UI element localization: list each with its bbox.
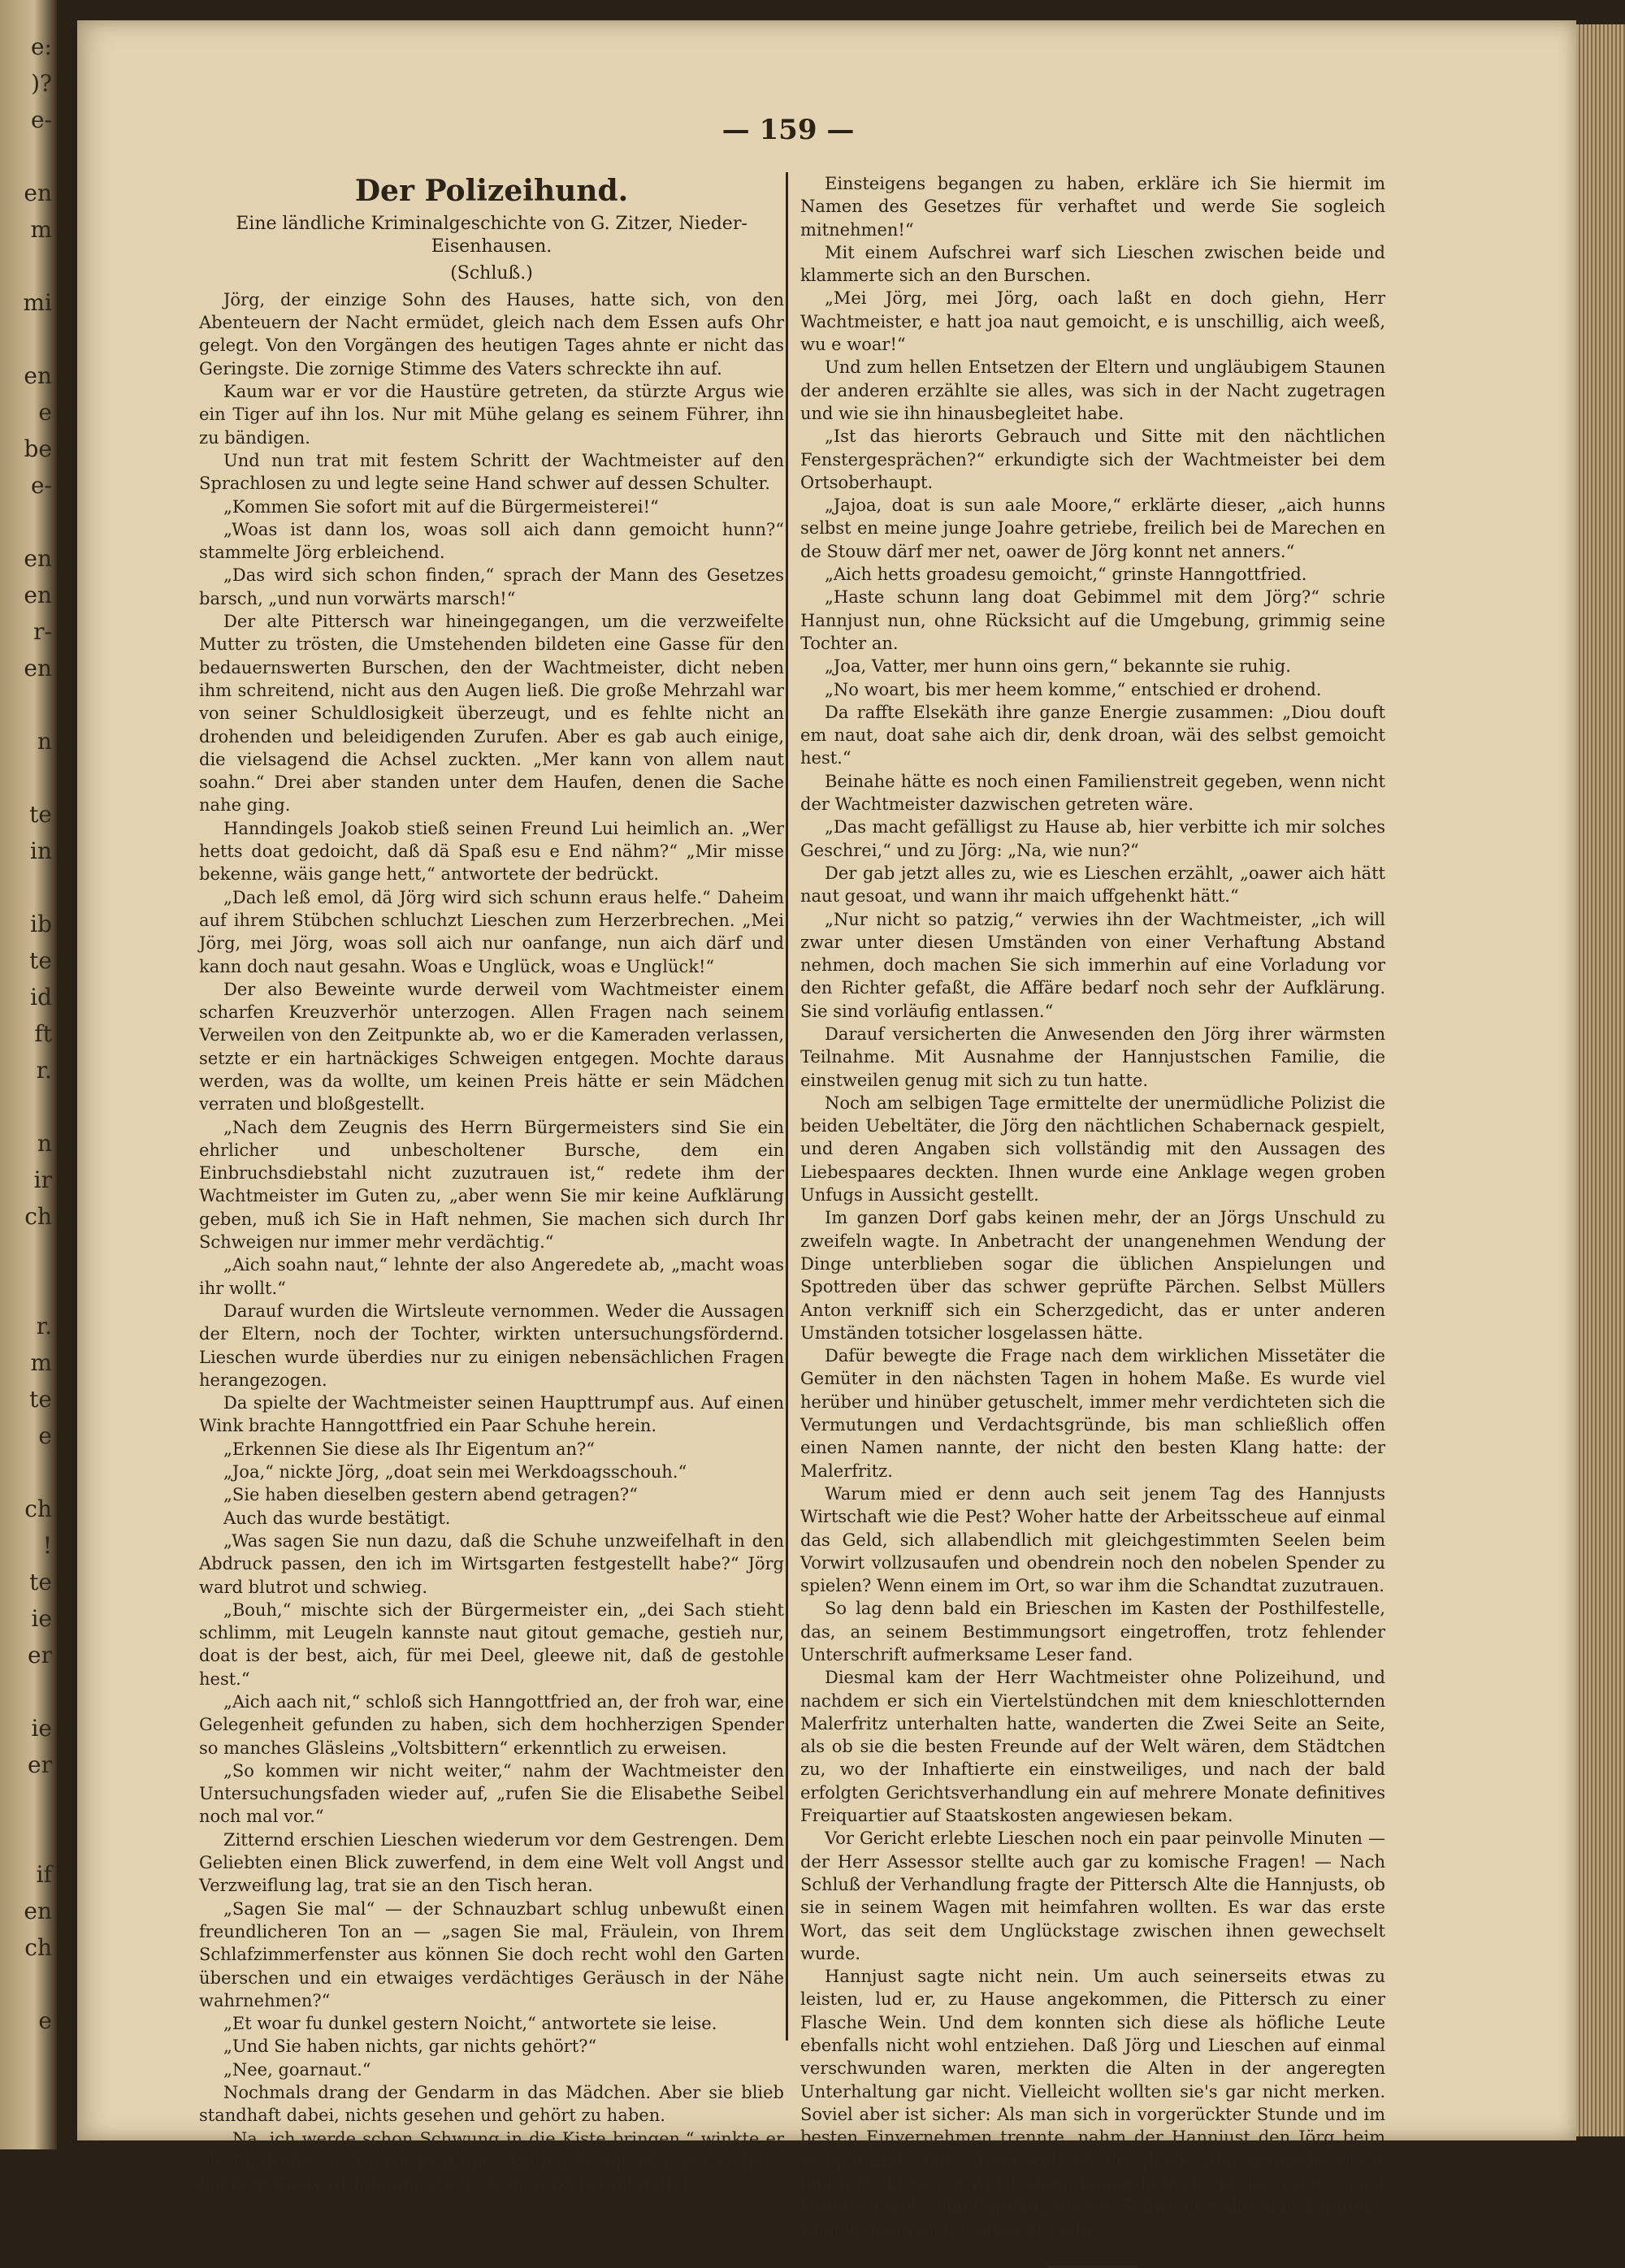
left-page-fragment: en [24,1898,52,1924]
paragraph: Vor Gericht erlebte Lieschen noch ein paar peinvolle Minuten — der Herr Assessor stellte auch gar zu komische Fragen! — Nach Schluß der Verhandlung fragte der Pittersch Alte die Hannjusts, ob sie in seinem Wagen mit heimfahren wollten. Es war das erste Wort, das seit dem Unglückstage zwischen ihnen gewechselt wurde. [800,1829,1385,1963]
left-page-fragment: er [28,1642,52,1669]
left-page-fragment: in [30,838,52,864]
left-page-fragment: ! [42,1532,52,1559]
left-page-fragment: e- [30,106,52,133]
article-subtitle: Eine ländliche Kriminalgeschichte von G. Zitzer, Nieder-Eisenhausen. [236,214,748,258]
right-column-text [800,172,1385,2241]
paragraph: Einsteigens begangen zu haben, erkläre ich Sie hiermit im Namen des Gesetzes für verhaftet und werde Sie sogleich mitnehmen!“ [800,174,1385,240]
paragraph: Darauf wurden die Wirtsleute vernommen. Weder die Aussagen der Eltern, noch der Tochter, wirkten untersuchungsfördernd. Lieschen wurde überdies nur zu einigen nebensächlichen Fragen herangezogen. [199,1301,784,1390]
paragraph: Diesmal kam der Herr Wachtmeister ohne Polizeihund, und nachdem er sich ein Viertelstündchen mit dem knieschlotternden Malerfritz unterhalten hatte, wanderten die Zwei Seite an Seite, als ob sie die besten Freunde auf der Welt wären, dem Städtchen zu, wo der Inhaftierte ein einstweiliges, und nach der bald erfolgten Gerichtsverhandlung ein auf mehrere Monate definitives Freiquartier auf Staatskosten angewiesen bekam. [800,1668,1385,1826]
paragraph: Noch am selbigen Tage ermittelte der unermüdliche Polizist die beiden Uebeltäter, die Jörg den nächtlichen Schabernack gespielt, und deren Angaben sich vollständig mit den Aussagen des Liebespaares deckten. Ihnen wurde eine Anklage wegen groben Unfugs in Aussicht gestellt. [800,1093,1385,1205]
paragraph: Jörg, der einzige Sohn des Hauses, hatte sich, von den Abenteuern der Nacht ermüdet, gleich nach dem Essen aufs Ohr gelegt. Von den Vorgängen des heutigen Tages ahnte er nicht das Geringste. Die zornige Stimme des Vaters schreckte ihn auf. [199,289,784,379]
paragraph: Darauf versicherten die Anwesenden den Jörg ihrer wärmsten Teilnahme. Mit Ausnahme der Hannjustschen Familie, die einstweilen genug mit sich zu tun hatte. [800,1024,1385,1090]
left-page-fragment: te [29,1569,52,1595]
paragraph: „Und Sie haben nichts, gar nichts gehört?“ [223,2036,597,2057]
paragraph: „Das wird sich schon finden,“ sprach der Mann des Gesetzes barsch, „und nun vorwärts marsch!“ [199,565,784,608]
left-page-fragment: e [38,399,52,426]
paragraph: Da raffte Elsekäth ihre ganze Energie zusammen: „Diou douft em naut, doat sahe aich dir, denk droan, wäi des selbst gemoicht hest.“ [800,702,1385,768]
paragraph: „So kommen wir nicht weiter,“ nahm der Wachtmeister den Untersuchungsfaden wieder auf, „rufen Sie die Elisabethe Seibel noch mal vor.“ [199,1760,784,1827]
page-number: — 159 — [722,114,855,146]
left-page-fragment: ie [31,1715,52,1742]
paragraph: „Nur nicht so patzig,“ verwies ihn der Wachtmeister, „ich will zwar unter diesen Umständen von einer Verhaftung Abstand nehmen, doch machen Sie sich immerhin auf eine Vorladung vor den Richter gefaßt, die Affäre bedarf noch sehr der Aufklärung. Sie sind vorläufig entlassen.“ [800,909,1385,1021]
paragraph: Beinahe hätte es noch einen Familienstreit gegeben, wenn nicht der Wachtmeister dazwischen getreten wäre. [800,771,1385,815]
paragraph: Auch das wurde bestätigt. [223,1508,451,1528]
paragraph: „Kommen Sie sofort mit auf die Bürgermeisterei!“ [223,496,659,517]
paragraph: Da spielte der Wachtmeister seinen Haupttrumpf aus. Auf einen Wink brachte Hanngottfried ein Paar Schuhe herein. [199,1393,784,1436]
left-page-fragment: id [30,984,52,1011]
paragraph: Hanndingels Joakob stieß seinen Freund Lui heimlich an. „Wer hetts doat gedoicht, daß dä Spaß esu e End nähm?“ „Mir misse bekenne, wäis gange hett,“ antwortete der bedrückt. [199,818,784,885]
paragraph: „Aich aach nit,“ schloß sich Hanngottfried an, der froh war, eine Gelegenheit gefunden zu haben, sich dem hochherzigen Spender so manches Gläsleins „Voltsbittern“ erkenntlich zu erweisen. [199,1692,784,1758]
paragraph: „Dach leß emol, dä Jörg wird sich schunn eraus helfe.“ Daheim auf ihrem Stübchen schluchzt Lieschen zum Herzerbrechen. „Mei Jörg, mei Jörg, woas soll aich nur oanfange, nun aich därf und kann doch naut gesahn. Woas e Unglück, woas e Unglück!“ [199,887,784,976]
left-page-fragment: )? [31,70,52,97]
paragraph: Und nun trat mit festem Schritt der Wachtmeister auf den Sprachlosen zu und legte seine Hand schwer auf dessen Schulter. [199,450,784,494]
left-page-fragment: mi [23,289,52,316]
book-page-stack [1576,24,1625,2136]
left-page-fragment: m [30,1349,52,1376]
left-page-fragment: ib [30,911,52,937]
left-page-fragment: be [24,435,52,462]
left-page-fragment: ch [24,1495,52,1522]
paragraph: „Aich soahn naut,“ lehnte der also Angeredete ab, „macht woas ihr wollt.“ [199,1255,784,1298]
article-column-left [199,172,784,2195]
left-page-fragment: e- [30,472,52,499]
paragraph: „Et woar fu dunkel gestern Noicht,“ antwortete sie leise. [223,2014,717,2034]
paragraph: Und zum hellen Entsetzen der Eltern und ungläubigem Staunen der anderen erzählte sie alles, was sich in der Nacht zugetragen und wie sie ihn hinausbegleitet habe. [800,357,1385,423]
paragraph: „Haste schunn lang doat Gebimmel mit dem Jörg?“ schrie Hannjust nun, ohne Rücksicht auf die Umgebung, grimmig seine Tochter an. [800,587,1385,653]
paragraph: Der also Beweinte wurde derweil vom Wachtmeister einem scharfen Kreuzverhör unterzogen. Allen Fragen nach seinem Verweilen von den Zeitpunkte ab, wo er die Kameraden verlassen, setzte er ein hartnäckiges Schweigen entgegen. Mochte daraus werden, was da wollte, um keinen Preis hätte er sein Mädchen verraten und bloßgestellt. [199,979,784,1115]
paragraph: Hannjust sagte nicht nein. Um auch seinerseits etwas zu leisten, lud er, zu Hause angekommen, die Pittersch zu einer Flasche Wein. Und dem konnten sich diese als höfliche Leute ebenfalls nicht wohl entziehen. Daß Jörg und Lieschen auf einmal verschwunden waren, merkten die Alten in der angeregten Unterhaltung gar nicht. Vielleicht wollten sie's gar nicht merken. Soviel aber ist sicher: Als man sich in vorgerückter Stunde und im besten Einvernehmen trennte, nahm der Hannjust den Jörg beim Kragen und sagte: „Doat will aich dir gleich sahn, wann de wirrer mol bei's Lieschen willst, dann komm hübsch zur Tür erien, sonst kennt's emol schief giehn, un en Schwiegersohn mit kaputene Knoche kann aich naut gebrauche.“ [800,1967,1385,2240]
paragraph: „Na, ich werde schon Schwung in die Kiste bringen,“ winkte er ab. Er drehte sich nach Jörg um: „Wegen dringenden Verdachtes, bei dem Gastwirt Johannes Seibel einen Diebstahl mittels [199,2128,784,2195]
paragraph: „No woart, bis mer heem komme,“ entschied er drohend. [825,679,1322,699]
paragraph: Nochmals drang der Gendarm in das Mädchen. Aber sie blieb standhaft dabei, nichts gesehen und gehört zu haben. [199,2083,784,2126]
left-page-fragment: e [38,2007,52,2034]
paragraph: „Aich hetts groadesu gemoicht,“ grinste Hanngottfried. [825,565,1307,585]
left-page-fragment: n [37,1130,52,1157]
left-page-fragment: r. [36,1057,52,1084]
left-page-fragment: ch [24,1934,52,1961]
paragraph: „Nee, goarnaut.“ [223,2059,371,2080]
paragraph: „Bouh,“ mischte sich der Bürgermeister ein, „dei Sach stieht schlimm, mit Leugeln kannste naut gitout gemache, gestieh nur, doat is der best, aich, für mei Deel, gleewe nit, daß de gestohle hest.“ [199,1599,784,1689]
left-page-fragment: m [30,216,52,243]
paragraph: „Erkennen Sie diese als Ihr Eigentum an?“ [223,1439,596,1459]
paragraph: „Ist das hierorts Gebrauch und Sitte mit den nächtlichen Fenstergesprächen?“ erkundigte sich der Wachtmeister bei dem Ortsoberhaupt. [800,426,1385,492]
article-column-right [800,172,1385,2240]
left-page-fragment: ie [31,1605,52,1632]
left-column-text [199,288,784,2197]
left-page-fragment: er [28,1751,52,1778]
continuation-note: (Schluß.) [450,262,533,284]
paragraph: „Joa, Vatter, mer hunn oins gern,“ bekannte sie ruhig. [825,656,1291,677]
paragraph: Zitternd erschien Lieschen wiederum vor dem Gestrengen. Dem Geliebten einen Blick zuwerfend, in dem eine Welt voll Angst und Verzweiflung lag, trat sie an den Tisch heran. [199,1829,784,1896]
paragraph: Der gab jetzt alles zu, wie es Lieschen erzählt, „oawer aich hätt naut gesoat, und wann ihr maich uffgehenkt hätt.“ [800,863,1385,907]
paragraph: „Joa,“ nickte Jörg, „doat sein mei Werkdoagsschouh.“ [223,1462,687,1482]
left-page-fragment: en [24,180,52,206]
left-page-fragment: en [24,545,52,572]
paragraph: „Sagen Sie mal“ — der Schnauzbart schlug unbewußt einen freundlicheren Ton an — „sagen Sie mal, Fräulein, von Ihrem Schlafzimmerfenster aus können Sie doch recht wohl den Garten überschen und ein etwaiges verdächtiges Geräusch in der Nähe wahrnehmen?“ [199,1898,784,2010]
paragraph: Der alte Pittersch war hineingegangen, um die verzweifelte Mutter zu trösten, die Umstehenden bildeten eine Gasse für den bedauernswerten Burschen, den der Wachtmeister, dicht neben ihm schreitend, nicht aus den Augen ließ. Die große Mehrzahl war von seiner Schuldlosigkeit überzeugt, und es fehlte nicht an drohenden und beleidigenden Zurufen. Aber es gab auch einige, die vielsagend die Achsel zuckten. „Mer kann von allem naut soahn.“ Drei aber standen unter dem Haufen, denen die Sache nahe ging. [199,612,784,816]
left-page-fragment: e [38,1422,52,1449]
end-rule [1048,2266,1138,2268]
paragraph: „Mei Jörg, mei Jörg, oach laßt en doch giehn, Herr Wachtmeister, e hatt joa naut gemoicht, e is unschillig, aich weeß, wu e woar!“ [800,288,1385,355]
paragraph: „Woas ist dann los, woas soll aich dann gemoicht hunn?“ stammelte Jörg erbleichend. [199,519,784,563]
paragraph: Mit einem Aufschrei warf sich Lieschen zwischen beide und klammerte sich an den Burschen. [800,242,1385,286]
left-page-fragment: if [36,1861,52,1888]
paragraph: Dafür bewegte die Frage nach dem wirklichen Missetäter die Gemüter in den nächsten Tagen in hohem Maße. Es wurde viel herüber und hinüber getuschelt, immer mehr verdichteten sich die Vermutungen und Verdachtsgründe, bis man schließlich offen einen Namen nannte, der nicht den besten Klang hatte: der Malerfritz. [800,1346,1385,1481]
left-page-fragment: en [24,582,52,608]
left-page-fragment: r- [33,618,52,645]
paragraph: Kaum war er vor die Haustüre getreten, da stürzte Argus wie ein Tiger auf ihn los. Nur mit Mühe gelang es seinem Führer, ihn zu bändigen. [199,382,784,448]
left-page-fragment: r. [36,1313,52,1340]
column-divider [786,172,788,2041]
left-page-fragment: te [29,1386,52,1413]
paragraph: „Das macht gefälligst zu Hause ab, hier verbitte ich mir solches Geschrei,“ und zu Jörg: „Na, wie nun?“ [800,817,1385,860]
left-page-fragment: te [29,947,52,974]
left-page-fragment: n [37,728,52,755]
left-page-fragment: ft [34,1020,52,1047]
paragraph: Im ganzen Dorf gabs keinen mehr, der an Jörgs Unschuld zu zweifeln wagte. In Anbetracht der unangenehmen Wendung der Dinge unterblieben sogar die üblichen Anspielungen und Spottreden über das schwer geprüfte Pärchen. Selbst Müllers Anton verkniff sich ein Scherzgedicht, das er unter anderen Umständen totsicher losgelassen hätte. [800,1208,1385,1343]
left-page-fragment: e: [30,33,52,60]
paragraph: „Was sagen Sie nun dazu, daß die Schuhe unzweifelhaft in den Abdruck passen, den ich im Wirtsgarten festgestellt habe?“ Jörg ward blutrot und schwieg. [199,1530,784,1597]
left-page-fragment: en [24,362,52,389]
paragraph: Warum mied er denn auch seit jenem Tag des Hannjusts Wirtschaft wie die Pest? Woher hatte der Arbeitsscheue auf einmal das Geld, sich allabendlich mit gleichgestimmten Seelen beim Vorwirt vollzusaufen und obendrein noch den nobelen Spender zu spielen? Wenn einem im Ort, so war ihm die Schandtat zuzutrauen. [800,1483,1385,1596]
left-page-fragment: en [24,655,52,682]
paragraph: So lag denn bald ein Brieschen im Kasten der Posthilfestelle, das, an seinem Bestimmungsort eingetroffen, trotz fehlender Unterschrift aufmerksame Leser fand. [800,1599,1385,1664]
left-page-fragment: ir [33,1166,52,1193]
paragraph: „Sie haben dieselben gestern abend getragen?“ [223,1485,638,1505]
left-page-fragment: ch [24,1203,52,1230]
paragraph: „Jajoa, doat is sun aale Moore,“ erklärte dieser, „aich hunns selbst en meine junge Joahre getriebe, freilich bei de Marechen en de Stouw därf mer net, oawer de Jörg konnt net anners.“ [800,496,1385,561]
paragraph: „Nach dem Zeugnis des Herrn Bürgermeisters sind Sie ein ehrlicher und unbescholtener Bursche, dem ein Einbruchsdiebstahl nicht zuzutrauen ist,“ redete ihm der Wachtmeister im Guten zu, „aber wenn Sie mir keine Aufklärung geben, muß ich Sie in Haft nehmen, Sie machen sich durch Ihr Schweigen nur immer mehr verdächtig.“ [199,1117,784,1253]
previous-page-edge [0,0,57,2149]
left-page-fragment: te [29,801,52,828]
article-title: Der Polizeihund. [354,174,629,208]
